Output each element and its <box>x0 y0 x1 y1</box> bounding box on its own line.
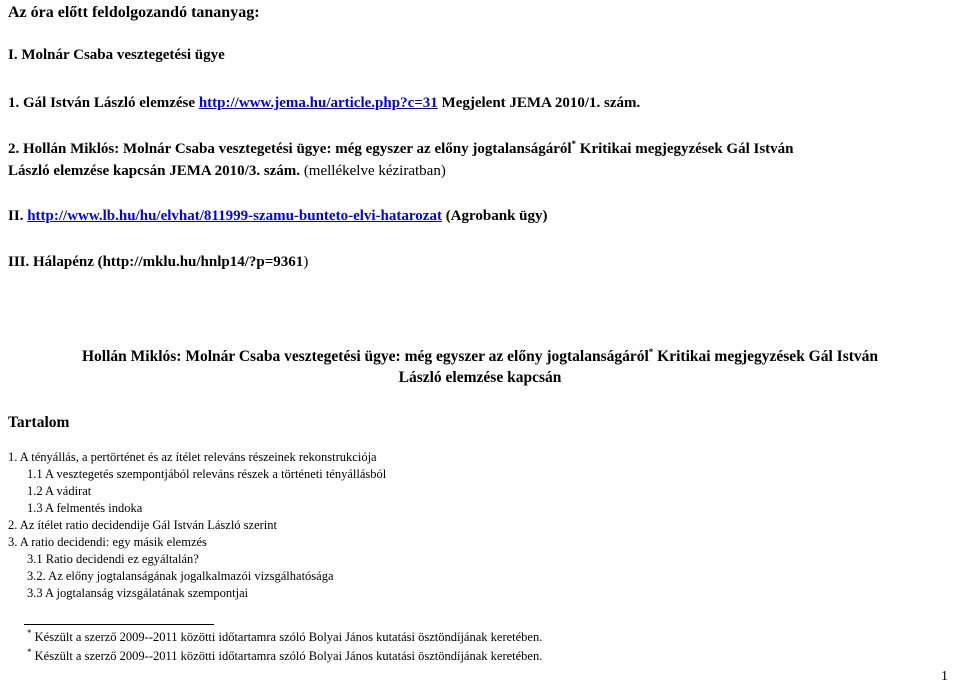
jema-link[interactable]: http://www.jema.hu/article.php?c=31 <box>198 95 438 111</box>
toc-item[interactable]: 1.3 A felmentés indoka <box>27 501 143 515</box>
footnote-1-text: Készült a szerző 2009--2011 közötti időtartamra szóló Bolyai János kutatási ösztöndíjának keretében. <box>31 630 543 644</box>
toc-heading: Tartalom <box>8 414 70 431</box>
item-2-line-2 <box>8 162 446 180</box>
toc-item[interactable]: 2. Az ítélet ratio decidendije Gál István László szerint <box>8 518 278 532</box>
section-2-prefix: II. <box>8 208 28 224</box>
footnote-separator <box>24 624 214 625</box>
toc-item[interactable]: 3. A ratio decidendi: egy másik elemzés <box>8 535 207 549</box>
lb-link[interactable]: http://www.lb.hu/hu/elvhat/811999-szamu-bunteto-elvi-hatarozat <box>27 208 442 224</box>
footnote-ref[interactable]: * <box>571 139 577 149</box>
item-2-line-1 <box>8 140 794 158</box>
footnote-1 <box>27 627 543 644</box>
toc-item[interactable]: 3.3 A jogtalanság vizsgálatának szempontjai <box>27 586 249 600</box>
item-1-prefix: 1. Gál István László elemzése <box>8 95 196 111</box>
footnote-1-mark: * <box>27 627 32 638</box>
toc-item[interactable]: 3.2. Az előny jogtalanságának jogalkalmazói vizsgálhatósága <box>27 569 334 583</box>
footnote-2-text: Készült a szerző 2009--2011 közötti időtartamra szóló Bolyai János kutatási ösztöndíjának keretében. <box>31 649 543 663</box>
heading: Az óra előtt feldolgozandó tananyag: <box>8 4 260 21</box>
item-1-suffix: Megjelent JEMA 2010/1. szám. <box>437 95 641 111</box>
toc-item[interactable]: 3.1 Ratio decidendi ez egyáltalán? <box>27 552 199 566</box>
toc-item[interactable]: 1. A tényállás, a pertörténet és az ítélet releváns részeinek rekonstrukciója <box>8 450 377 464</box>
item-2-text: 2. Hollán Miklós: Molnár Csaba vesztegetési ügye: még egyszer az előny jogtalanságáról <box>8 141 572 157</box>
footnote-2-mark: * <box>27 646 32 657</box>
item-2-line-2-note: (mellékelve kéziratban) <box>300 163 446 179</box>
section-1-title: I. Molnár Csaba vesztegetési ügye <box>8 47 225 63</box>
article-title-text: Hollán Miklós: Molnár Csaba vesztegetési ügye: még egyszer az előny jogtalanságáról <box>81 348 649 365</box>
article-title-text-end: Kritikai megjegyzések Gál István <box>653 348 879 365</box>
toc-item[interactable]: 1.2 A vádirat <box>27 484 92 498</box>
item-2-text-end: Kritikai megjegyzések Gál István <box>576 141 794 157</box>
section-2 <box>8 207 548 225</box>
article-title <box>0 346 960 388</box>
toc-item[interactable]: 1.1 A vesztegetés szempontjából releváns részek a történeti tényállásból <box>27 467 387 481</box>
page-number: 1 <box>941 669 948 684</box>
article-title-line-2: László elemzése kapcsán <box>398 369 562 386</box>
item-1 <box>8 94 640 112</box>
item-2-line-2-bold: László elemzése kapcsán JEMA 2010/3. szám. <box>8 163 301 179</box>
title-footnote-ref[interactable]: * <box>648 346 654 357</box>
section-3 <box>8 253 308 271</box>
article-title-line-1 <box>0 346 960 367</box>
section-3-text: III. Hálapénz (http://mklu.hu/hnlp14/?p=9361 <box>8 254 304 270</box>
footnote-2 <box>27 646 543 663</box>
section-3-paren: ) <box>303 254 309 270</box>
section-2-suffix: (Agrobank ügy) <box>441 208 548 224</box>
